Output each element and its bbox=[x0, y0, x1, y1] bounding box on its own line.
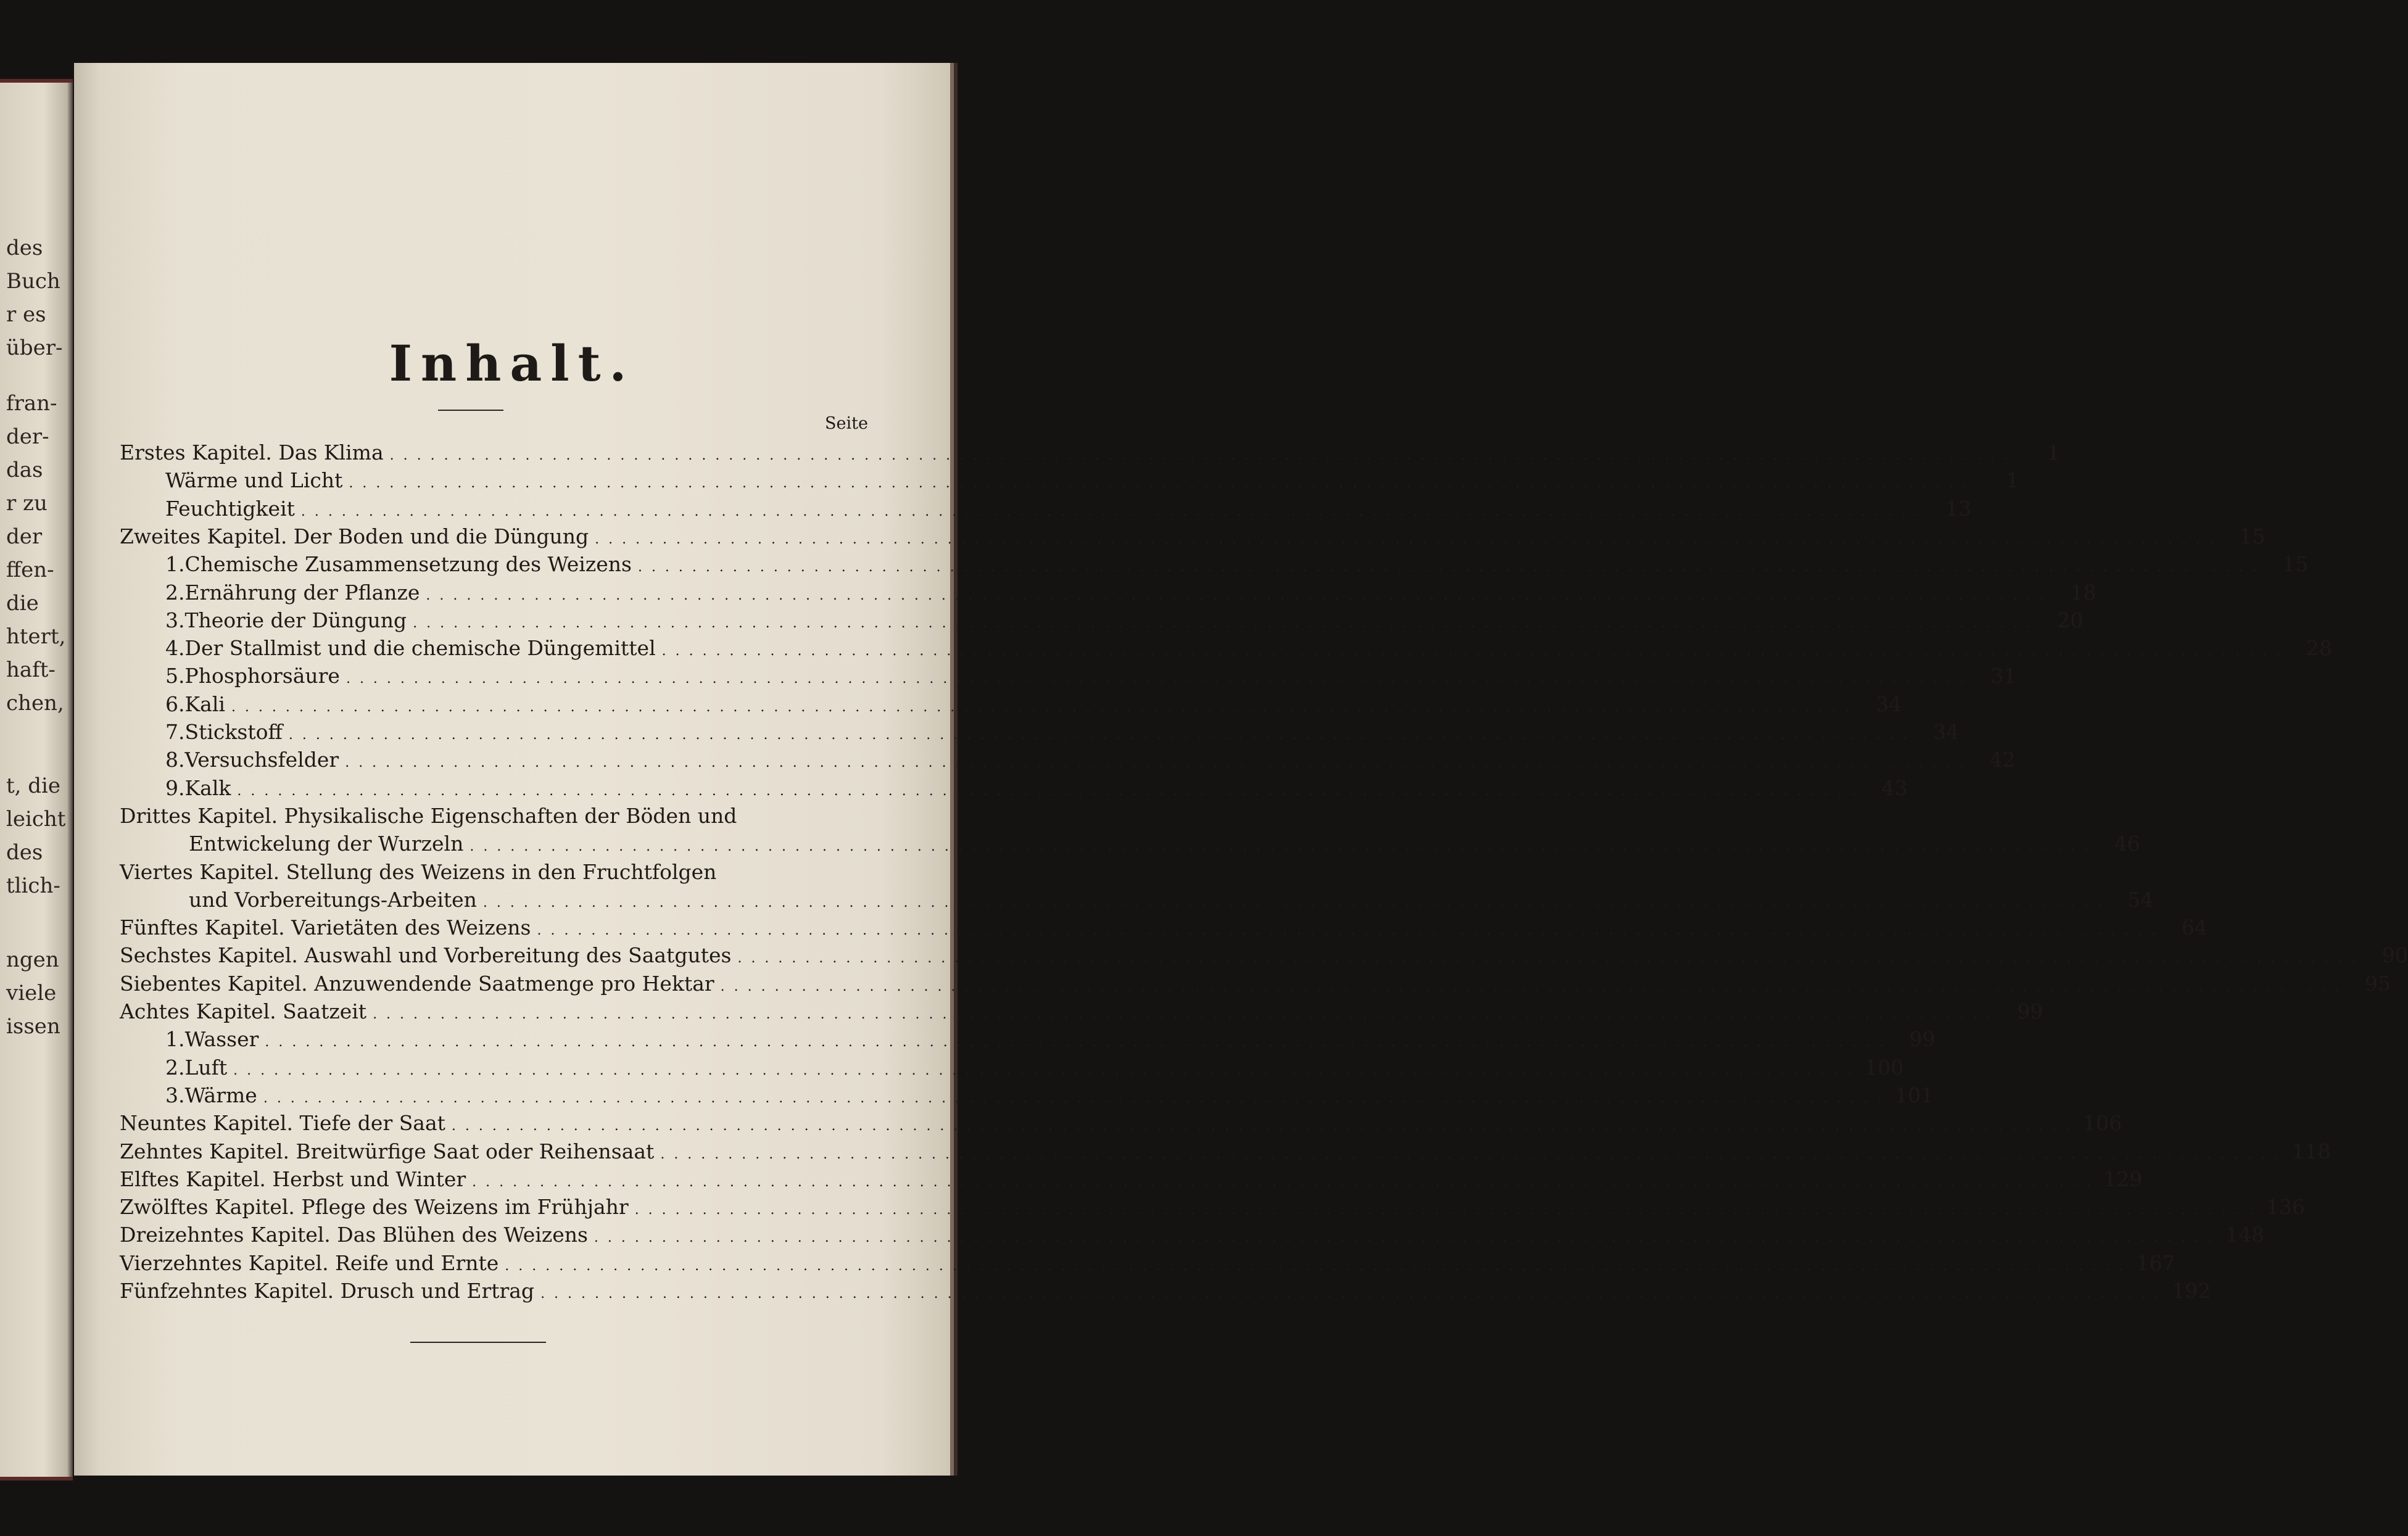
leader-dots: . . . . . . . . . . . . . . . . . . . . . . . . . . . . . . . . . . . . . . . . . . . . . . . . . . . . . . . . . . . . . . . . . . . . . . . . . . . . . . . . . . . . . . . . . . . . . . . . . . . . . . . . . . . . . . . . . . . . . . . . bbox=[231, 699, 1853, 715]
toc-page-number: 118 bbox=[2291, 1139, 2331, 1163]
leader-dots: . . . . . . . . . . . . . . . . . . . . . . . . . . . . . . . . . . . . . . . . . . . . . . . . . . . . . . . . . . . . . . . . . . . . . . . . . . . . . . . . . . . . . . . . . . . . . . . . . . . . . . . . . . . . . . . . . . . . . . . . bbox=[660, 1146, 2282, 1162]
toc-entry-title: Stickstoff bbox=[184, 720, 283, 744]
toc-entry-number: 3. bbox=[165, 1083, 185, 1107]
toc-entry-line: Viertes Kapitel. Stellung des Weizens in den Fruchtfolgen bbox=[120, 859, 717, 884]
left-fragment: issen bbox=[6, 1014, 60, 1039]
toc-entry-title: Kalk bbox=[184, 775, 231, 800]
left-fragment: der bbox=[6, 524, 43, 549]
leader-dots: . . . . . . . . . . . . . . . . . . . . . . . . . . . . . . . . . . . . . . . . . . . . . . . . . . . . . . . . . . . . . . . . . . . . . . . . . . . . . . . . . . . . . . . . . . . . . . . . . . . . . . . . . . . . . . . . . . . . . . . . bbox=[426, 587, 2047, 603]
left-fragment: leicht bbox=[6, 807, 66, 832]
toc-entry-number: 1. bbox=[165, 552, 185, 577]
toc-entry-title: Zehntes Kapitel. Breitwürfige Saat oder Reihensaat bbox=[120, 1139, 655, 1163]
toc-page-number: 13 bbox=[1945, 496, 1972, 521]
leader-dots: . . . . . . . . . . . . . . . . . . . . . . . . . . . . . . . . . . . . . . . . . . . . . . . . . . . . . . . . . . . . . . . . . . . . . . . . . . . . . . . . . . . . . . . . . . . . . . . . . . . . . . . . . . . . . . . . . . . . . . . . bbox=[737, 951, 2359, 967]
toc-entry-number: 8. bbox=[165, 748, 185, 772]
leader-dots: . . . . . . . . . . . . . . . . . . . . . . . . . . . . . . . . . . . . . . . . . . . . . . . . . . . . . . . . . . . . . . . . . . . . . . . . . . . . . . . . . . . . . . . . . . . . . . . . . . . . . . . . . . . . . . . . . . . . . . . . bbox=[594, 1230, 2216, 1246]
left-fragment: über- bbox=[6, 336, 63, 360]
left-fragment: chen, bbox=[6, 691, 64, 716]
left-fragment: htert, bbox=[6, 624, 66, 649]
toc-entry-title: Achtes Kapitel. Saatzeit bbox=[120, 999, 367, 1023]
toc-entry bbox=[120, 1166, 2143, 1192]
toc-entry-title: und Vorbereitungs-Arbeiten bbox=[189, 887, 477, 912]
left-page-edge bbox=[0, 79, 73, 1480]
leader-dots: . . . . . . . . . . . . . . . . . . . . . . . . . . . . . . . . . . . . . . . . . . . . . . . . . . . . . . . . . . . . . . . . . . . . . . . . . . . . . . . . . . . . . . . . . . . . . . . . . . . . . . . . . . . . . . . . . . . . . . . . bbox=[349, 476, 1970, 492]
toc-page-number: 43 bbox=[1881, 775, 1908, 800]
leader-dots: . . . . . . . . . . . . . . . . . . . . . . . . . . . . . . . . . . . . . . . . . . . . . . . . . . . . . . . . . . . . . . . . . . . . . . . . . . . . . . . . . . . . . . . . . . . . . . . . . . . . . . . . . . . . . . . . . . . . . . . . bbox=[540, 1286, 2162, 1302]
toc-entry-title: Chemische Zusammensetzung des Weizens bbox=[184, 552, 632, 577]
toc-entry bbox=[120, 440, 2061, 465]
toc-entry-title: Erstes Kapitel. Das Klima bbox=[120, 440, 384, 465]
leader-dots: . . . . . . . . . . . . . . . . . . . . . . . . . . . . . . . . . . . . . . . . . . . . . . . . . . . . . . . . . . . . . . . . . . . . . . . . . . . . . . . . . . . . . . . . . . . . . . . . . . . . . . . . . . . . . . . . . . . . . . . . bbox=[661, 643, 2283, 659]
leader-dots: . . . . . . . . . . . . . . . . . . . . . . . . . . . . . . . . . . . . . . . . . . . . . . . . . . . . . . . . . . . . . . . . . . . . . . . . . . . . . . . . . . . . . . . . . . . . . . . . . . . . . . . . . . . . . . . . . . . . . . . . bbox=[634, 1202, 2256, 1218]
toc-page-number: 28 bbox=[2306, 636, 2332, 661]
toc-entry bbox=[165, 468, 2019, 493]
leader-dots: . . . . . . . . . . . . . . . . . . . . . . . . . . . . . . . . . . . . . . . . . . . . . . . . . . . . . . . . . . . . . . . . . . . . . . . . . . . . . . . . . . . . . . . . . . . . . . . . . . . . . . . . . . . . . . . . . . . . . . . . bbox=[233, 1062, 1855, 1078]
left-fragment: fran- bbox=[6, 391, 57, 416]
toc-page-number: 54 bbox=[2127, 887, 2154, 912]
leader-dots: . . . . . . . . . . . . . . . . . . . . . . . . . . . . . . . . . . . . . . . . . . . . . . . . . . . . . . . . . . . . . . . . . . . . . . . . . . . . . . . . . . . . . . . . . . . . . . . . . . . . . . . . . . . . . . . . . . . . . . . . bbox=[470, 839, 2091, 855]
toc-entry bbox=[165, 1083, 1934, 1108]
toc-page-number: 46 bbox=[2114, 832, 2140, 856]
toc-entry-title: Luft bbox=[184, 1055, 228, 1080]
toc-entry-title: Sechstes Kapitel. Auswahl und Vorbereitung des Saatgutes bbox=[120, 943, 732, 968]
leader-dots: . . . . . . . . . . . . . . . . . . . . . . . . . . . . . . . . . . . . . . . . . . . . . . . . . . . . . . . . . . . . . . . . . . . . . . . . . . . . . . . . . . . . . . . . . . . . . . . . . . . . . . . . . . . . . . . . . . . . . . . . bbox=[451, 1118, 2073, 1134]
toc-page-number: 99 bbox=[2017, 999, 2043, 1023]
leader-dots: . . . . . . . . . . . . . . . . . . . . . . . . . . . . . . . . . . . . . . . . . . . . . . . . . . . . . . . . . . . . . . . . . . . . . . . . . . . . . . . . . . . . . . . . . . . . . . . . . . . . . . . . . . . . . . . . . . . . . . . . bbox=[345, 755, 1966, 771]
toc-entry-number: 6. bbox=[165, 692, 185, 716]
toc-page-number: 15 bbox=[2282, 552, 2309, 577]
left-fragment: r es bbox=[6, 302, 46, 327]
leader-dots: . . . . . . . . . . . . . . . . . . . . . . . . . . . . . . . . . . . . . . . . . . . . . . . . . . . . . . . . . . . . . . . . . . . . . . . . . . . . . . . . . . . . . . . . . . . . . . . . . . . . . . . . . . . . . . . . . . . . . . . . bbox=[720, 978, 2342, 994]
toc-entry-number: 2. bbox=[165, 580, 185, 605]
toc-page-number: 1 bbox=[2047, 440, 2061, 465]
toc-entry-title: Feuchtigkeit bbox=[165, 496, 295, 521]
toc-page-number: 64 bbox=[2181, 915, 2207, 940]
toc-entry bbox=[165, 552, 2309, 577]
toc-page-number: 136 bbox=[2266, 1195, 2306, 1220]
left-fragment: ngen bbox=[6, 948, 59, 972]
toc-entry bbox=[120, 524, 2265, 549]
left-fragment: des bbox=[6, 840, 43, 865]
toc-page-number: 99 bbox=[1909, 1027, 1935, 1052]
toc-entry bbox=[165, 580, 2096, 605]
leader-dots: . . . . . . . . . . . . . . . . . . . . . . . . . . . . . . . . . . . . . . . . . . . . . . . . . . . . . . . . . . . . . . . . . . . . . . . . . . . . . . . . . . . . . . . . . . . . . . . . . . . . . . . . . . . . . . . . . . . . . . . . bbox=[595, 531, 2216, 547]
leader-dots: . . . . . . . . . . . . . . . . . . . . . . . . . . . . . . . . . . . . . . . . . . . . . . . . . . . . . . . . . . . . . . . . . . . . . . . . . . . . . . . . . . . . . . . . . . . . . . . . . . . . . . . . . . . . . . . . . . . . . . . . bbox=[413, 615, 2034, 631]
toc-page-number: 15 bbox=[2239, 524, 2265, 548]
toc-entry-title: Vierzehntes Kapitel. Reife und Ernte bbox=[120, 1250, 499, 1275]
toc-entry-title: Wärme und Licht bbox=[165, 468, 343, 493]
toc-entry bbox=[165, 496, 1972, 521]
toc-entry bbox=[120, 1223, 2265, 1247]
toc-entry-title: Entwickelung der Wurzeln bbox=[189, 832, 464, 856]
leader-dots: . . . . . . . . . . . . . . . . . . . . . . . . . . . . . . . . . . . . . . . . . . . . . . . . . . . . . . . . . . . . . . . . . . . . . . . . . . . . . . . . . . . . . . . . . . . . . . . . . . . . . . . . . . . . . . . . . . . . . . . . bbox=[389, 448, 2011, 463]
toc-entry-title: Wärme bbox=[184, 1083, 257, 1107]
toc-page-number: 101 bbox=[1895, 1083, 1934, 1107]
toc-entry-title: Neuntes Kapitel. Tiefe der Saat bbox=[120, 1111, 445, 1136]
toc-entry-title: Kali bbox=[184, 692, 225, 716]
toc-entry bbox=[120, 1195, 2306, 1220]
toc-page-number: 34 bbox=[1876, 692, 1902, 716]
leader-dots: . . . . . . . . . . . . . . . . . . . . . . . . . . . . . . . . . . . . . . . . . . . . . . . . . . . . . . . . . . . . . . . . . . . . . . . . . . . . . . . . . . . . . . . . . . . . . . . . . . . . . . . . . . . . . . . . . . . . . . . . bbox=[237, 783, 1858, 799]
book-page bbox=[74, 63, 2408, 1476]
left-fragment: ffen- bbox=[6, 558, 54, 582]
toc-entry-title: Theorie der Düngung bbox=[184, 608, 407, 632]
toc-entry-title: Zweites Kapitel. Der Boden und die Düngung bbox=[120, 524, 589, 548]
toc-page-number: 34 bbox=[1933, 720, 1959, 744]
toc-entry bbox=[120, 915, 2207, 940]
toc-entry bbox=[165, 775, 1908, 801]
toc-page-number: 18 bbox=[2070, 580, 2096, 605]
toc-entry bbox=[120, 1250, 2175, 1276]
toc-entry bbox=[165, 608, 2083, 633]
leader-dots: . . . . . . . . . . . . . . . . . . . . . . . . . . . . . . . . . . . . . . . . . . . . . . . . . . . . . . . . . . . . . . . . . . . . . . . . . . . . . . . . . . . . . . . . . . . . . . . . . . . . . . . . . . . . . . . . . . . . . . . . bbox=[537, 923, 2158, 939]
seite-label: Seite bbox=[825, 414, 868, 433]
toc-entry-line: Drittes Kapitel. Physikalische Eigenschaften der Böden und bbox=[120, 803, 737, 828]
toc-entry bbox=[189, 887, 2154, 912]
toc-entry bbox=[165, 720, 1959, 745]
toc-page-number: 1 bbox=[2006, 468, 2019, 493]
leader-dots: . . . . . . . . . . . . . . . . . . . . . . . . . . . . . . . . . . . . . . . . . . . . . . . . . . . . . . . . . . . . . . . . . . . . . . . . . . . . . . . . . . . . . . . . . . . . . . . . . . . . . . . . . . . . . . . . . . . . . . . . bbox=[265, 1034, 1886, 1051]
toc-entry bbox=[165, 1027, 1935, 1052]
toc-entry-number: 2. bbox=[165, 1055, 185, 1080]
toc-entry-title: Fünfzehntes Kapitel. Drusch und Ertrag bbox=[120, 1279, 535, 1303]
title-divider bbox=[438, 410, 503, 411]
left-fragment: die bbox=[6, 591, 39, 616]
leader-dots: . . . . . . . . . . . . . . . . . . . . . . . . . . . . . . . . . . . . . . . . . . . . . . . . . . . . . . . . . . . . . . . . . . . . . . . . . . . . . . . . . . . . . . . . . . . . . . . . . . . . . . . . . . . . . . . . . . . . . . . . bbox=[373, 1007, 1994, 1022]
left-fragment: das bbox=[6, 458, 43, 482]
leader-dots: . . . . . . . . . . . . . . . . . . . . . . . . . . . . . . . . . . . . . . . . . . . . . . . . . . . . . . . . . . . . . . . . . . . . . . . . . . . . . . . . . . . . . . . . . . . . . . . . . . . . . . . . . . . . . . . . . . . . . . . . bbox=[505, 1258, 2126, 1274]
toc-page-number: 90 bbox=[2381, 943, 2408, 968]
toc-page-number: 100 bbox=[1864, 1055, 1904, 1080]
leader-dots: . . . . . . . . . . . . . . . . . . . . . . . . . . . . . . . . . . . . . . . . . . . . . . . . . . . . . . . . . . . . . . . . . . . . . . . . . . . . . . . . . . . . . . . . . . . . . . . . . . . . . . . . . . . . . . . . . . . . . . . . bbox=[472, 1174, 2093, 1190]
toc-entry bbox=[120, 1279, 2211, 1303]
left-fragment: Buch bbox=[6, 269, 60, 294]
toc-entry-number: 5. bbox=[165, 664, 185, 688]
left-fragment: haft- bbox=[6, 658, 56, 682]
toc-entry-title: Wasser bbox=[184, 1027, 259, 1052]
leader-dots: . . . . . . . . . . . . . . . . . . . . . . . . . . . . . . . . . . . . . . . . . . . . . . . . . . . . . . . . . . . . . . . . . . . . . . . . . . . . . . . . . . . . . . . . . . . . . . . . . . . . . . . . . . . . . . . . . . . . . . . . bbox=[345, 671, 1967, 687]
toc-entry-title: Elftes Kapitel. Herbst und Winter bbox=[120, 1166, 466, 1191]
toc-page-number: 129 bbox=[2103, 1166, 2143, 1191]
left-fragment: der- bbox=[6, 424, 49, 449]
leader-dots: . . . . . . . . . . . . . . . . . . . . . . . . . . . . . . . . . . . . . . . . . . . . . . . . . . . . . . . . . . . . . . . . . . . . . . . . . . . . . . . . . . . . . . . . . . . . . . . . . . . . . . . . . . . . . . . . . . . . . . . . bbox=[300, 503, 1922, 519]
toc-entry-title: Versuchsfelder bbox=[184, 748, 339, 772]
bottom-divider bbox=[410, 1342, 546, 1343]
left-fragment: des bbox=[6, 236, 43, 260]
toc-entry bbox=[120, 943, 2408, 968]
leader-dots: . . . . . . . . . . . . . . . . . . . . . . . . . . . . . . . . . . . . . . . . . . . . . . . . . . . . . . . . . . . . . . . . . . . . . . . . . . . . . . . . . . . . . . . . . . . . . . . . . . . . . . . . . . . . . . . . . . . . . . . . bbox=[637, 559, 2259, 576]
left-fragment: r zu bbox=[6, 491, 48, 516]
leader-dots: . . . . . . . . . . . . . . . . . . . . . . . . . . . . . . . . . . . . . . . . . . . . . . . . . . . . . . . . . . . . . . . . . . . . . . . . . . . . . . . . . . . . . . . . . . . . . . . . . . . . . . . . . . . . . . . . . . . . . . . . bbox=[263, 1090, 1885, 1106]
toc-entry-number: 1. bbox=[165, 1027, 185, 1052]
left-fragment: t, die bbox=[6, 774, 61, 798]
toc-entry bbox=[120, 1111, 2122, 1136]
left-fragment: viele bbox=[6, 981, 57, 1005]
toc-entry-title: Fünftes Kapitel. Varietäten des Weizens bbox=[120, 915, 531, 940]
leader-dots: . . . . . . . . . . . . . . . . . . . . . . . . . . . . . . . . . . . . . . . . . . . . . . . . . . . . . . . . . . . . . . . . . . . . . . . . . . . . . . . . . . . . . . . . . . . . . . . . . . . . . . . . . . . . . . . . . . . . . . . . bbox=[482, 894, 2104, 910]
toc-entry-title: Dreizehntes Kapitel. Das Blühen des Weizens bbox=[120, 1223, 588, 1247]
toc-page-number: 42 bbox=[1989, 748, 2016, 772]
toc-entry-title: Siebentes Kapitel. Anzuwendende Saatmenge pro Hektar bbox=[120, 971, 714, 996]
toc-page-number: 148 bbox=[2225, 1223, 2265, 1247]
toc-entry-number: 7. bbox=[165, 720, 185, 744]
toc-entry-title: Zwölftes Kapitel. Pflege des Weizens im Frühjahr bbox=[120, 1195, 629, 1220]
toc-entry bbox=[120, 971, 2391, 996]
page-title: Inhalt. bbox=[389, 334, 635, 392]
toc-entry-title: Phosphorsäure bbox=[184, 664, 340, 688]
toc-entry bbox=[165, 748, 2016, 772]
toc-page-number: 192 bbox=[2172, 1279, 2211, 1303]
toc-entry-number: 9. bbox=[165, 775, 185, 800]
toc-entry bbox=[165, 636, 2332, 661]
toc-entry bbox=[165, 692, 1902, 717]
toc-page-number: 95 bbox=[2365, 971, 2391, 996]
toc-entry-title: Der Stallmist und die chemische Düngemittel bbox=[184, 636, 656, 661]
toc-page-number: 106 bbox=[2083, 1111, 2122, 1136]
toc-entry-number: 4. bbox=[165, 636, 185, 661]
toc-entry bbox=[165, 1055, 1904, 1080]
toc-entry bbox=[120, 999, 2043, 1024]
toc-entry-number: 3. bbox=[165, 608, 185, 632]
toc-entry bbox=[189, 832, 2140, 856]
toc-page-number: 167 bbox=[2136, 1250, 2175, 1275]
left-fragment: tlich- bbox=[6, 873, 60, 898]
toc-page-number: 31 bbox=[1990, 664, 2017, 688]
leader-dots: . . . . . . . . . . . . . . . . . . . . . . . . . . . . . . . . . . . . . . . . . . . . . . . . . . . . . . . . . . . . . . . . . . . . . . . . . . . . . . . . . . . . . . . . . . . . . . . . . . . . . . . . . . . . . . . . . . . . . . . . bbox=[288, 727, 1910, 743]
toc-entry bbox=[165, 664, 2017, 688]
toc-entry-title: Ernährung der Pflanze bbox=[184, 580, 420, 605]
toc-page-number: 20 bbox=[2057, 608, 2083, 632]
toc-entry bbox=[120, 1139, 2331, 1164]
